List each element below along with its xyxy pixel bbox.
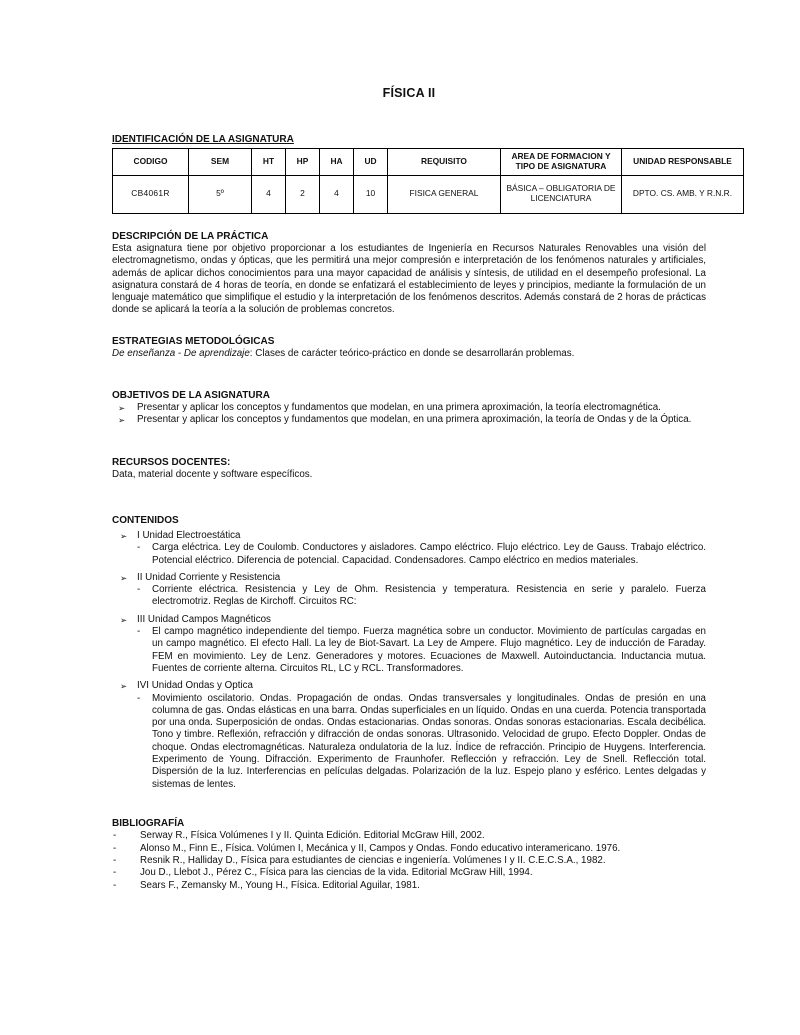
table-header-ht: HT	[252, 148, 286, 175]
bibliography-text: Resnik R., Halliday D., Física para estudiantes de ciencias e ingeniería. Volúmenes I y II. C.E.C.S.A., 1982.	[140, 855, 606, 866]
unit-detail-row	[112, 693, 706, 791]
estrategias-lead: De enseñanza - De aprendizaje	[112, 348, 250, 360]
estrategias-body	[112, 348, 706, 360]
dash-bullet-icon: -	[137, 584, 141, 596]
objetivo-text: Presentar y aplicar los conceptos y fundamentos que modelan, en una primera aproximación, la teoría electromagnética.	[137, 402, 661, 414]
estrategias-rest: : Clases de carácter teórico-práctico en donde se desarrollarán problemas.	[249, 348, 575, 360]
dash-bullet-icon: -	[113, 855, 117, 866]
dash-bullet-icon: -	[113, 867, 117, 879]
identificacion-table	[112, 148, 744, 214]
cell-sem: 5º	[189, 175, 252, 213]
section-estrategias	[112, 336, 706, 361]
identificacion-heading: IDENTIFICACIÓN DE LA ASIGNATURA	[112, 134, 294, 145]
section-descripcion	[112, 231, 706, 317]
bibliography-text: Serway R., Física Volúmenes I y II. Quinta Edición. Editorial McGraw Hill, 2002.	[140, 830, 485, 842]
section-identificacion	[112, 134, 733, 214]
section-contenidos	[112, 515, 706, 790]
unit-detail-row	[112, 542, 706, 567]
unit-detail-text: Corriente eléctrica. Resistencia y Ley de Ohm. Resistencia y temperatura. Resistencia en serie y paralelo. Fuerza electromotriz. Reglas de Kirchoff. Circuitos RC:	[152, 584, 706, 608]
unit-detail-text: Movimiento oscilatorio. Ondas. Propagación de ondas. Ondas transversales y longitudinales. Ondas de presión en una columna de gas. Ondas elásticas en una barra. Ondas superficiales en un líquido. Ondas en una cuerda. Potencia transportada por una onda. Superposición de ondas. Ondas estacionarias. Ondas sonoras. Ondas sonoras estacionarias. Escala decibélica. Tono y timbre. Reflexión, refracción y difracción de ondas sonoras. Ultrasonido. Velocidad de grupo. Efecto Doppler. Ondas de choque. Ondas electromagnéticas. Naturaleza ondulatoria de la luz. Índice de refracción. Principio de Huygens. Interferencia. Experimento de Young. Difracción. Experimento de Fraunhofer. Reflección y refracción. Ley de Snell. Reflección total. Dispersión de la luz. Interferencias en películas delgadas. Polarización de la luz. Espejo plano y esférico. Lentes delgadas y sistemas de lentes.	[152, 692, 706, 790]
bibliography-item	[112, 880, 706, 892]
contenidos-heading: CONTENIDOS	[112, 515, 179, 527]
table-header-ud: UD	[354, 148, 388, 175]
arrow-bullet-icon: ➢	[118, 415, 126, 426]
table-header-hp: HP	[286, 148, 320, 175]
cell-ud: 10	[354, 175, 388, 213]
section-bibliografia	[112, 818, 706, 892]
objetivo-item	[112, 402, 706, 414]
table-row	[113, 175, 744, 213]
unit-detail-row	[112, 626, 706, 675]
dash-bullet-icon: -	[137, 542, 141, 554]
table-header-ha: HA	[320, 148, 354, 175]
unit-title-row	[112, 572, 706, 584]
bibliography-text: Jou D., Llebot J., Pérez C., Física para las ciencias de la vida. Editorial McGraw Hill, 1994.	[140, 867, 533, 879]
objetivos-heading: OBJETIVOS DE LA ASIGNATURA	[112, 389, 270, 401]
document-title: FÍSICA II	[382, 86, 436, 100]
dash-bullet-icon: -	[137, 626, 141, 638]
dash-bullet-icon: -	[137, 692, 141, 704]
arrow-bullet-icon: ➢	[118, 403, 126, 414]
unit-detail-row	[112, 584, 706, 609]
section-recursos	[112, 457, 706, 482]
unit-title: III Unidad Campos Magnéticos	[137, 613, 271, 625]
table-header-requisito: REQUISITO	[388, 148, 501, 175]
arrow-bullet-icon: ➢	[120, 681, 128, 692]
cell-area-formacion: BÁSICA – OBLIGATORIA DE LICENCIATURA	[501, 175, 622, 213]
cell-hp: 2	[286, 175, 320, 213]
objetivo-text: Presentar y aplicar los conceptos y fundamentos que modelan, en una primera aproximación, la teoría de Ondas y de la Óptica.	[137, 414, 692, 426]
dash-bullet-icon: -	[113, 879, 117, 891]
table-header-row	[113, 148, 744, 175]
cell-codigo: CB4061R	[113, 175, 189, 213]
table-header-area-formacion: AREA DE FORMACION Y TIPO DE ASIGNATURA	[501, 148, 622, 175]
arrow-bullet-icon: ➢	[120, 530, 128, 541]
bibliography-text: Alonso M., Finn E., Física. Volúmen I, Mecánica y II, Campos y Ondas. Fondo educativo interamericano. 1976.	[140, 842, 621, 854]
cell-ht: 4	[252, 175, 286, 213]
unit-title-row	[112, 614, 706, 626]
table-header-unidad-responsable: UNIDAD RESPONSABLE	[622, 148, 744, 175]
unit-title: IVI Unidad Ondas y Optica	[137, 680, 253, 692]
arrow-bullet-icon: ➢	[120, 614, 128, 625]
unit-detail-text: Carga eléctrica. Ley de Coulomb. Conductores y aisladores. Campo eléctrico. Flujo eléctrico. Ley de Gauss. Trabajo eléctrico. Potencial eléctrico. Diferencia de potencial. Capacidad. Condensadores. Campo eléctrico en medios materiales.	[152, 542, 706, 566]
estrategias-heading: ESTRATEGIAS METODOLÓGICAS	[112, 335, 275, 347]
section-objetivos	[112, 390, 706, 427]
dash-bullet-icon: -	[113, 842, 117, 854]
unit-title: I Unidad Electroestática	[137, 529, 241, 541]
bibliography-item	[112, 867, 706, 879]
bibliography-item	[112, 855, 706, 867]
descripcion-body: Esta asignatura tiene por objetivo proporcionar a los estudiantes de Ingeniería en Recursos Naturales Renovables una visión del electromagnetismo, ondas y ópticas, que les permitirá una mejor compresión e interpretación de los fenómenos naturales y artificiales, además de aplicar dichos conocimientos para una mayor capacidad de análisis y síntesis, de utilidad en el desempeño profesional. La asignatura constará de 4 horas de teoría, en donde se enfatizará el establecimiento de leyes y principios, mediante la formulación de un lenguaje matemático que simplifique el estudio y la interpretación de los fenómenos descritos. Además constará de 2 horas de prácticas donde se aplicará la teoría a la solución de problemas concretos.	[112, 243, 706, 316]
bibliography-item	[112, 843, 706, 855]
bibliography-item	[112, 830, 706, 842]
descripcion-heading: DESCRIPCIÓN DE LA PRÁCTICA	[112, 230, 269, 242]
recursos-heading: RECURSOS DOCENTES:	[112, 456, 231, 468]
dash-bullet-icon: -	[113, 830, 117, 842]
table-header-sem: SEM	[189, 148, 252, 175]
unit-detail-text: El campo magnético independiente del tiempo. Fuerza magnética sobre un conductor. Movimiento de partículas cargadas en un campo magnético. El efecto Hall. La ley de Biot-Savart. La Ley de Ampere. Flujo magnético. Ley de inducción de Faraday. FEM en movimiento. Ley de Lenz. Generadores y motores. Ecuaciones de Maxwell. Autoinductancia. Inductancia mutua. Fuentes de corriente alterna. Circuitos RL, LC y RCL. Transformadores.	[152, 626, 706, 674]
cell-unidad-responsable: DPTO. CS. AMB. Y R.N.R.	[622, 175, 744, 213]
objetivo-item	[112, 414, 706, 426]
bibliography-text: Sears F., Zemansky M., Young H., Física. Editorial Aguilar, 1981.	[140, 879, 420, 891]
bibliografia-heading: BIBLIOGRAFÍA	[112, 817, 185, 829]
cell-requisito: FISICA GENERAL	[388, 175, 501, 213]
table-header-codigo: CODIGO	[113, 148, 189, 175]
unit-title-row	[112, 530, 706, 542]
unit-title-row	[112, 680, 706, 692]
unit-title: II Unidad Corriente y Resistencia	[137, 571, 281, 583]
recursos-body: Data, material docente y software específicos.	[112, 469, 313, 481]
cell-ha: 4	[320, 175, 354, 213]
arrow-bullet-icon: ➢	[120, 572, 128, 583]
